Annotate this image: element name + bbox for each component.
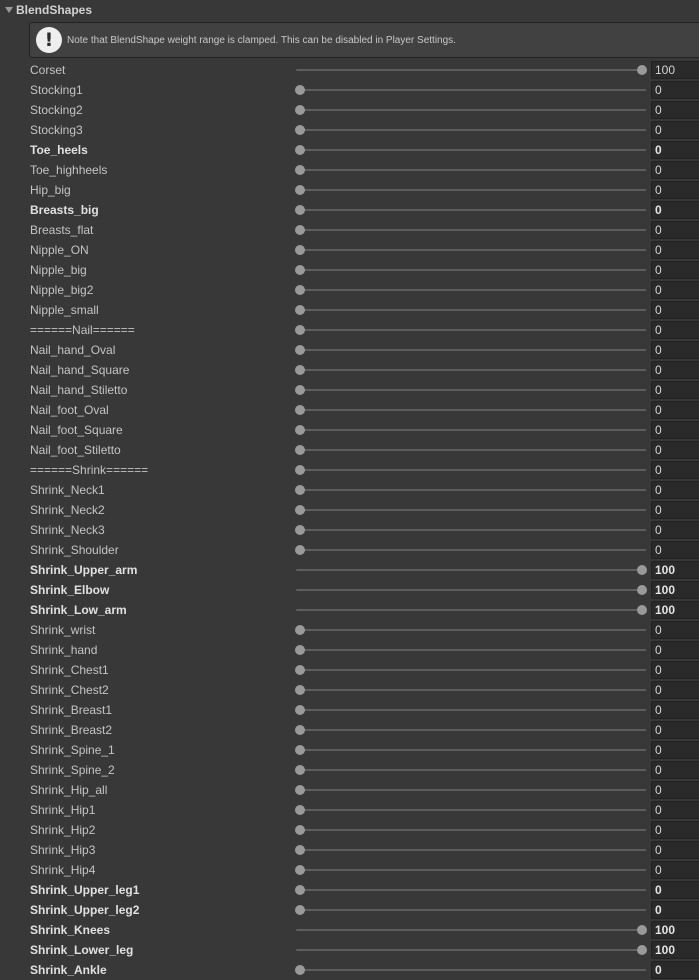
slider-thumb[interactable] (295, 705, 305, 715)
slider-track[interactable] (296, 329, 646, 331)
slider-track[interactable] (296, 569, 646, 571)
weight-value-field[interactable]: 0 (651, 721, 699, 739)
weight-value-field[interactable]: 100 (651, 561, 699, 579)
weight-value-field[interactable]: 0 (651, 541, 699, 559)
slider-thumb[interactable] (637, 605, 647, 615)
blendshape-row (0, 880, 699, 900)
weight-value-field[interactable]: 0 (651, 101, 699, 119)
weight-slider[interactable] (294, 780, 648, 800)
weight-value-field[interactable]: 100 (651, 581, 699, 599)
blendshape-row (0, 180, 699, 200)
weight-slider[interactable] (294, 860, 648, 880)
weight-value-field[interactable]: 0 (651, 961, 699, 979)
slider-track[interactable] (296, 769, 646, 771)
blendshape-row (0, 860, 699, 880)
weight-slider[interactable] (294, 240, 648, 260)
weight-slider[interactable] (294, 60, 648, 80)
blendshape-row (0, 900, 699, 920)
blendshape-label: Shrink_Hip3 (30, 843, 96, 857)
blendshape-label: Nail_foot_Square (30, 423, 123, 437)
blendshape-row (0, 740, 699, 760)
weight-slider[interactable] (294, 400, 648, 420)
blendshape-row (0, 160, 699, 180)
slider-track[interactable] (296, 509, 646, 511)
slider-thumb[interactable] (295, 305, 305, 315)
blendshape-label: Toe_heels (30, 143, 88, 157)
blendshape-label: Nipple_big2 (30, 283, 94, 297)
blendshapes-foldout-header[interactable] (0, 0, 699, 20)
blendshape-label: Breasts_flat (30, 223, 94, 237)
weight-slider[interactable] (294, 700, 648, 720)
blendshape-label: Nipple_small (30, 303, 99, 317)
slider-thumb[interactable] (295, 685, 305, 695)
weight-value-field[interactable]: 0 (651, 841, 699, 859)
blendshape-row (0, 220, 699, 240)
weight-slider[interactable] (294, 300, 648, 320)
blendshape-label: Shrink_hand (30, 643, 98, 657)
blendshape-label: Stocking3 (30, 123, 83, 137)
blendshape-label: Shrink_Hip1 (30, 803, 96, 817)
slider-track[interactable] (296, 389, 646, 391)
blendshape-row (0, 120, 699, 140)
blendshape-label: Nail_hand_Oval (30, 343, 116, 357)
weight-slider[interactable] (294, 940, 648, 960)
blendshape-label: ======Nail====== (30, 323, 135, 337)
slider-thumb[interactable] (637, 65, 647, 75)
blendshape-label: Shrink_Lower_leg (30, 943, 134, 957)
weight-value-field[interactable]: 100 (651, 601, 699, 619)
weight-value-field[interactable]: 0 (651, 181, 699, 199)
slider-track[interactable] (296, 69, 646, 71)
weight-slider[interactable] (294, 880, 648, 900)
slider-track[interactable] (296, 969, 646, 971)
slider-thumb[interactable] (295, 185, 305, 195)
slider-thumb[interactable] (295, 165, 305, 175)
blendshape-row (0, 280, 699, 300)
slider-thumb[interactable] (295, 425, 305, 435)
slider-track[interactable] (296, 209, 646, 211)
slider-thumb[interactable] (295, 845, 305, 855)
blendshape-label: Shrink_Upper_leg1 (30, 883, 140, 897)
exclamation-icon: ! (36, 27, 62, 53)
slider-track[interactable] (296, 369, 646, 371)
weight-slider[interactable] (294, 260, 648, 280)
weight-slider[interactable] (294, 800, 648, 820)
weight-value-field[interactable]: 0 (651, 901, 699, 919)
slider-track[interactable] (296, 549, 646, 551)
blendshape-label: Shrink_Ankle (30, 963, 107, 977)
weight-slider[interactable] (294, 460, 648, 480)
blendshape-row (0, 340, 699, 360)
weight-value-field[interactable]: 0 (651, 121, 699, 139)
blendshape-row (0, 300, 699, 320)
slider-track[interactable] (296, 149, 646, 151)
blendshape-label: Stocking1 (30, 83, 83, 97)
weight-slider[interactable] (294, 820, 648, 840)
slider-thumb[interactable] (295, 485, 305, 495)
blendshape-row (0, 800, 699, 820)
weight-slider[interactable] (294, 100, 648, 120)
blendshape-row (0, 260, 699, 280)
blendshape-row (0, 700, 699, 720)
blendshape-label: Shrink_Hip2 (30, 823, 96, 837)
weight-value-field[interactable]: 0 (651, 861, 699, 879)
weight-value-field[interactable]: 0 (651, 501, 699, 519)
weight-slider[interactable] (294, 740, 648, 760)
slider-track[interactable] (296, 749, 646, 751)
blendshape-row (0, 140, 699, 160)
blendshape-row (0, 100, 699, 120)
blendshape-row (0, 560, 699, 580)
blendshape-label: Nail_foot_Oval (30, 403, 109, 417)
weight-value-field[interactable]: 0 (651, 361, 699, 379)
slider-track[interactable] (296, 529, 646, 531)
weight-slider[interactable] (294, 180, 648, 200)
slider-track[interactable] (296, 669, 646, 671)
weight-value-field[interactable]: 0 (651, 441, 699, 459)
slider-track[interactable] (296, 709, 646, 711)
blendshape-row (0, 400, 699, 420)
weight-slider[interactable] (294, 580, 648, 600)
slider-thumb[interactable] (295, 225, 305, 235)
weight-value-field[interactable]: 0 (651, 161, 699, 179)
slider-track[interactable] (296, 129, 646, 131)
weight-slider[interactable] (294, 480, 648, 500)
slider-thumb[interactable] (295, 865, 305, 875)
blendshape-label: ======Shrink====== (30, 463, 149, 477)
weight-slider[interactable] (294, 420, 648, 440)
blendshape-row (0, 820, 699, 840)
blendshape-label: Corset (30, 63, 66, 77)
blendshape-row (0, 720, 699, 740)
blendshape-row (0, 540, 699, 560)
slider-thumb[interactable] (295, 85, 305, 95)
blendshape-label: Shrink_Upper_leg2 (30, 903, 140, 917)
slider-thumb[interactable] (295, 405, 305, 415)
weight-value-field[interactable]: 0 (651, 381, 699, 399)
weight-value-field[interactable]: 0 (651, 261, 699, 279)
slider-thumb[interactable] (295, 645, 305, 655)
blendshape-row (0, 420, 699, 440)
blendshape-label: Nipple_big (30, 263, 87, 277)
weight-slider[interactable] (294, 140, 648, 160)
slider-thumb[interactable] (295, 445, 305, 455)
weight-slider[interactable] (294, 520, 648, 540)
weight-slider[interactable] (294, 340, 648, 360)
weight-slider[interactable] (294, 760, 648, 780)
slider-thumb[interactable] (295, 285, 305, 295)
slider-track[interactable] (296, 449, 646, 451)
weight-slider[interactable] (294, 320, 648, 340)
slider-track[interactable] (296, 869, 646, 871)
slider-thumb[interactable] (295, 665, 305, 675)
slider-thumb[interactable] (295, 785, 305, 795)
blendshape-label: Shrink_Neck2 (30, 503, 105, 517)
slider-track[interactable] (296, 689, 646, 691)
slider-track[interactable] (296, 349, 646, 351)
slider-thumb[interactable] (295, 465, 305, 475)
blendshape-label: Shrink_Chest2 (30, 683, 109, 697)
slider-thumb[interactable] (295, 505, 305, 515)
slider-track[interactable] (296, 729, 646, 731)
weight-slider[interactable] (294, 380, 648, 400)
weight-slider[interactable] (294, 160, 648, 180)
slider-track[interactable] (296, 469, 646, 471)
slider-thumb[interactable] (295, 345, 305, 355)
slider-thumb[interactable] (295, 885, 305, 895)
weight-slider[interactable] (294, 280, 648, 300)
weight-slider[interactable] (294, 920, 648, 940)
weight-value-field[interactable]: 0 (651, 321, 699, 339)
blendshape-label: Toe_highheels (30, 163, 108, 177)
blendshape-label: Shrink_Elbow (30, 583, 110, 597)
weight-value-field[interactable]: 0 (651, 81, 699, 99)
weight-value-field[interactable]: 0 (651, 341, 699, 359)
slider-thumb[interactable] (295, 325, 305, 335)
blendshape-row (0, 640, 699, 660)
blendshape-label: Stocking2 (30, 103, 83, 117)
slider-thumb[interactable] (295, 625, 305, 635)
blendshape-label: Nipple_ON (30, 243, 89, 257)
slider-thumb[interactable] (295, 385, 305, 395)
blendshape-row (0, 580, 699, 600)
weight-slider[interactable] (294, 360, 648, 380)
section-title: BlendShapes (16, 3, 93, 17)
weight-value-field[interactable]: 0 (651, 201, 699, 219)
weight-slider[interactable] (294, 560, 648, 580)
blendshape-row (0, 60, 699, 80)
weight-slider[interactable] (294, 900, 648, 920)
slider-track[interactable] (296, 629, 646, 631)
weight-slider[interactable] (294, 680, 648, 700)
weight-value-field[interactable]: 0 (651, 741, 699, 759)
blendshape-row (0, 920, 699, 940)
blendshape-label: Nail_hand_Square (30, 363, 130, 377)
blendshape-row (0, 660, 699, 680)
blendshape-row (0, 80, 699, 100)
blendshape-row (0, 520, 699, 540)
blendshape-label: Nail_foot_Stiletto (30, 443, 121, 457)
weight-value-field[interactable]: 0 (651, 421, 699, 439)
weight-value-field[interactable]: 0 (651, 801, 699, 819)
weight-slider[interactable] (294, 620, 648, 640)
helpbox-text: Note that BlendShape weight range is clamped. This can be disabled in Player Settings. (67, 34, 456, 46)
weight-value-field[interactable]: 0 (651, 821, 699, 839)
slider-track[interactable] (296, 189, 646, 191)
slider-track[interactable] (296, 829, 646, 831)
blendshape-list (0, 60, 699, 980)
weight-value-field[interactable]: 0 (651, 641, 699, 659)
weight-slider[interactable] (294, 840, 648, 860)
weight-slider[interactable] (294, 120, 648, 140)
slider-track[interactable] (296, 809, 646, 811)
blendshape-label: Hip_big (30, 183, 71, 197)
weight-value-field[interactable]: 0 (651, 621, 699, 639)
slider-track[interactable] (296, 169, 646, 171)
slider-thumb[interactable] (295, 825, 305, 835)
slider-thumb[interactable] (637, 945, 647, 955)
weight-value-field[interactable]: 100 (651, 941, 699, 959)
blendshape-row (0, 760, 699, 780)
weight-value-field[interactable]: 0 (651, 301, 699, 319)
weight-value-field[interactable]: 0 (651, 141, 699, 159)
blendshape-row (0, 360, 699, 380)
weight-value-field[interactable]: 0 (651, 241, 699, 259)
weight-slider[interactable] (294, 80, 648, 100)
weight-value-field[interactable]: 100 (651, 61, 699, 79)
slider-track[interactable] (296, 109, 646, 111)
weight-slider[interactable] (294, 640, 648, 660)
weight-value-field[interactable]: 0 (651, 761, 699, 779)
weight-value-field[interactable]: 0 (651, 221, 699, 239)
weight-value-field[interactable]: 0 (651, 521, 699, 539)
blendshape-label: Shrink_Chest1 (30, 663, 109, 677)
blendshape-label: Breasts_big (30, 203, 99, 217)
slider-thumb[interactable] (295, 805, 305, 815)
weight-slider[interactable] (294, 540, 648, 560)
foldout-arrow-icon[interactable] (5, 7, 13, 13)
weight-slider[interactable] (294, 440, 648, 460)
blendshape-row (0, 200, 699, 220)
slider-thumb[interactable] (295, 745, 305, 755)
blendshape-row (0, 440, 699, 460)
slider-track[interactable] (296, 489, 646, 491)
blendshape-label: Shrink_wrist (30, 623, 96, 637)
blendshape-label: Shrink_Spine_2 (30, 763, 115, 777)
slider-thumb[interactable] (295, 545, 305, 555)
weight-value-field[interactable]: 0 (651, 281, 699, 299)
slider-track[interactable] (296, 589, 646, 591)
slider-track[interactable] (296, 269, 646, 271)
slider-track[interactable] (296, 609, 646, 611)
slider-track[interactable] (296, 229, 646, 231)
slider-thumb[interactable] (295, 525, 305, 535)
slider-track[interactable] (296, 929, 646, 931)
slider-track[interactable] (296, 429, 646, 431)
slider-track[interactable] (296, 849, 646, 851)
slider-track[interactable] (296, 649, 646, 651)
slider-thumb[interactable] (295, 725, 305, 735)
blendshape-label: Shrink_Upper_arm (30, 563, 138, 577)
slider-track[interactable] (296, 909, 646, 911)
slider-thumb[interactable] (295, 125, 305, 135)
weight-slider[interactable] (294, 660, 648, 680)
blendshape-label: Shrink_Breast1 (30, 703, 113, 717)
blendshape-row (0, 480, 699, 500)
slider-track[interactable] (296, 889, 646, 891)
blendshape-label: Shrink_Neck3 (30, 523, 105, 537)
blendshape-row (0, 320, 699, 340)
weight-slider[interactable] (294, 500, 648, 520)
weight-slider[interactable] (294, 600, 648, 620)
blendshape-label: Shrink_Shoulder (30, 543, 119, 557)
weight-value-field[interactable]: 0 (651, 461, 699, 479)
slider-track[interactable] (296, 789, 646, 791)
weight-value-field[interactable]: 0 (651, 701, 699, 719)
weight-value-field[interactable]: 0 (651, 661, 699, 679)
weight-slider[interactable] (294, 200, 648, 220)
weight-slider[interactable] (294, 960, 648, 980)
weight-value-field[interactable]: 100 (651, 921, 699, 939)
slider-thumb[interactable] (295, 765, 305, 775)
slider-thumb[interactable] (295, 105, 305, 115)
slider-thumb[interactable] (295, 145, 305, 155)
blendshape-row (0, 960, 699, 980)
blendshape-row (0, 600, 699, 620)
blendshape-row (0, 460, 699, 480)
slider-thumb[interactable] (637, 925, 647, 935)
slider-thumb[interactable] (295, 905, 305, 915)
slider-thumb[interactable] (295, 205, 305, 215)
weight-value-field[interactable]: 0 (651, 481, 699, 499)
blendshape-row (0, 840, 699, 860)
blendshape-row (0, 780, 699, 800)
weight-slider[interactable] (294, 220, 648, 240)
blendshape-label: Shrink_Knees (30, 923, 111, 937)
blendshape-row (0, 240, 699, 260)
blendshape-label: Shrink_Spine_1 (30, 743, 115, 757)
weight-value-field[interactable]: 0 (651, 881, 699, 899)
weight-slider[interactable] (294, 720, 648, 740)
blendshape-label: Shrink_Hip4 (30, 863, 96, 877)
slider-track[interactable] (296, 89, 646, 91)
slider-thumb[interactable] (295, 265, 305, 275)
blendshape-label: Shrink_Hip_all (30, 783, 108, 797)
weight-value-field[interactable]: 0 (651, 681, 699, 699)
slider-thumb[interactable] (295, 365, 305, 375)
slider-track[interactable] (296, 309, 646, 311)
blendshape-label: Shrink_Breast2 (30, 723, 113, 737)
blendshape-row (0, 680, 699, 700)
slider-thumb[interactable] (295, 245, 305, 255)
slider-track[interactable] (296, 289, 646, 291)
blendshape-label: Nail_hand_Stiletto (30, 383, 128, 397)
blendshape-label: Shrink_Low_arm (30, 603, 127, 617)
blendshape-row (0, 940, 699, 960)
blendshape-row (0, 620, 699, 640)
slider-track[interactable] (296, 949, 646, 951)
slider-track[interactable] (296, 409, 646, 411)
slider-thumb[interactable] (637, 565, 647, 575)
slider-track[interactable] (296, 249, 646, 251)
slider-thumb[interactable] (637, 585, 647, 595)
info-helpbox (29, 22, 699, 58)
weight-value-field[interactable]: 0 (651, 401, 699, 419)
blendshape-row (0, 500, 699, 520)
blendshape-row (0, 380, 699, 400)
blendshape-label: Shrink_Neck1 (30, 483, 105, 497)
weight-value-field[interactable]: 0 (651, 781, 699, 799)
